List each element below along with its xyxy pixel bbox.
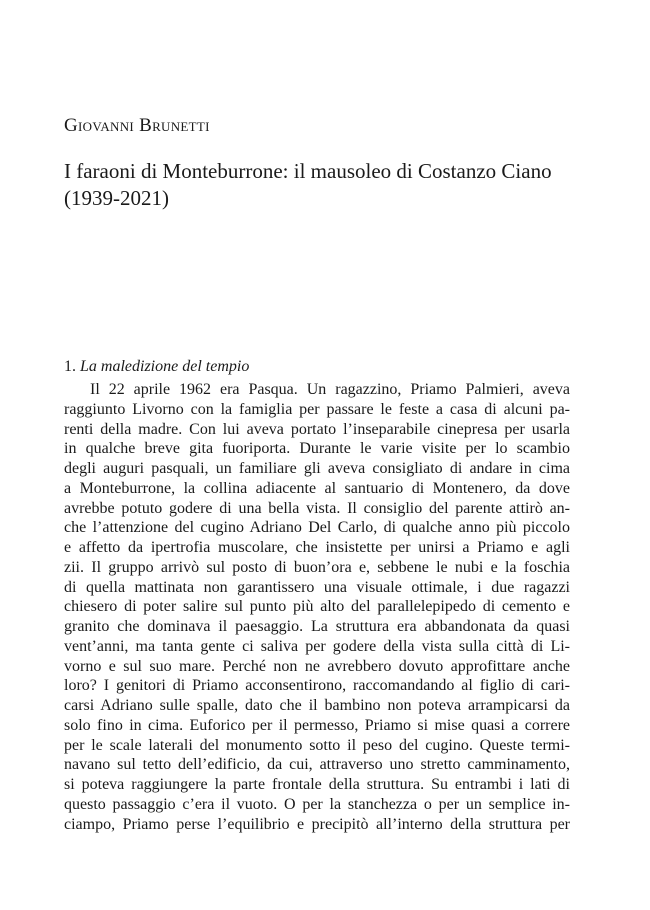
article-page (64, 0, 570, 910)
text-line: che l’attenzione del cugino Adriano Del Carlo, di qualche anno più piccolo (64, 519, 570, 537)
text-line: avrebbe potuto godere di una bella vista. Il consiglio del parente attirò an- (64, 499, 570, 517)
section-number: 1. (64, 358, 76, 375)
text-line: ciampo, Priamo perse l’equilibrio e precipitò all’interno della struttura per (64, 815, 570, 833)
text-line: e affetto da ipertrofia muscolare, che insistette per unirsi a Priamo e agli (64, 539, 570, 556)
text-line: chiesero di poter salire sul punto più alto del parallelepipedo di cemento e (64, 598, 570, 616)
text-line: granito che dominava il paesaggio. La struttura era abbandonata da quasi (64, 618, 570, 635)
text-line: navano sul tetto dell’edificio, da cui, attraverso uno stretto camminamento, (64, 756, 570, 774)
body-text (64, 380, 570, 834)
section-title: La maledizione del tempio (80, 358, 250, 375)
text-line: vorno e sul suo mare. Perché non ne avrebbero dovuto approfittare anche (64, 657, 570, 675)
article-title (64, 158, 570, 212)
text-line: degli auguri pasquali, un familiare gli aveva consigliato di andare in cima (64, 460, 570, 477)
text-line: per le scale laterali del monumento sotto il peso del cugino. Queste termi- (64, 736, 570, 754)
text-line: a Monteburrone, la collina adiacente al santuario di Montenero, da dove (64, 479, 570, 497)
text-line: zii. Il gruppo arrivò sul posto di buon’ora e, sebbene le nubi e la foschia (64, 558, 570, 576)
section-heading (64, 358, 249, 376)
text-line: carsi Adriano sulle spalle, dato che il bambino non poteva arrampicarsi da (64, 697, 570, 714)
text-line: di quella mattinata non garantissero una visuale ottimale, i due ragazzi (64, 578, 570, 596)
article-title-line: I faraoni di Monteburrone: il mausoleo di Costanzo Ciano (64, 159, 552, 183)
author-name: Giovanni Brunetti (64, 115, 210, 136)
article-title-line: (1939-2021) (64, 186, 169, 210)
text-line: raggiunto Livorno con la famiglia per passare le feste a casa di alcuni pa- (64, 400, 570, 418)
text-line: renti della madre. Con lui aveva portato l’inseparabile cinepresa per usarla (64, 420, 570, 438)
text-line: in qualche breve gita fuoriporta. Durante le varie visite per lo scambio (64, 440, 570, 458)
text-line: vent’anni, ma tanta gente ci saliva per godere della vista sulla città di Li- (64, 637, 570, 655)
text-line: questo passaggio c’era il vuoto. O per la stanchezza o per un semplice in- (64, 795, 570, 813)
text-line: si poteva raggiungere la parte frontale della struttura. Su entrambi i lati di (64, 776, 570, 793)
text-line: Il 22 aprile 1962 era Pasqua. Un ragazzino, Priamo Palmieri, aveva (90, 381, 570, 398)
text-line: solo fino in cima. Euforico per il permesso, Priamo si mise quasi a correre (64, 716, 570, 734)
text-line: loro? I genitori di Priamo acconsentirono, raccomandando al figlio di cari- (64, 677, 570, 695)
